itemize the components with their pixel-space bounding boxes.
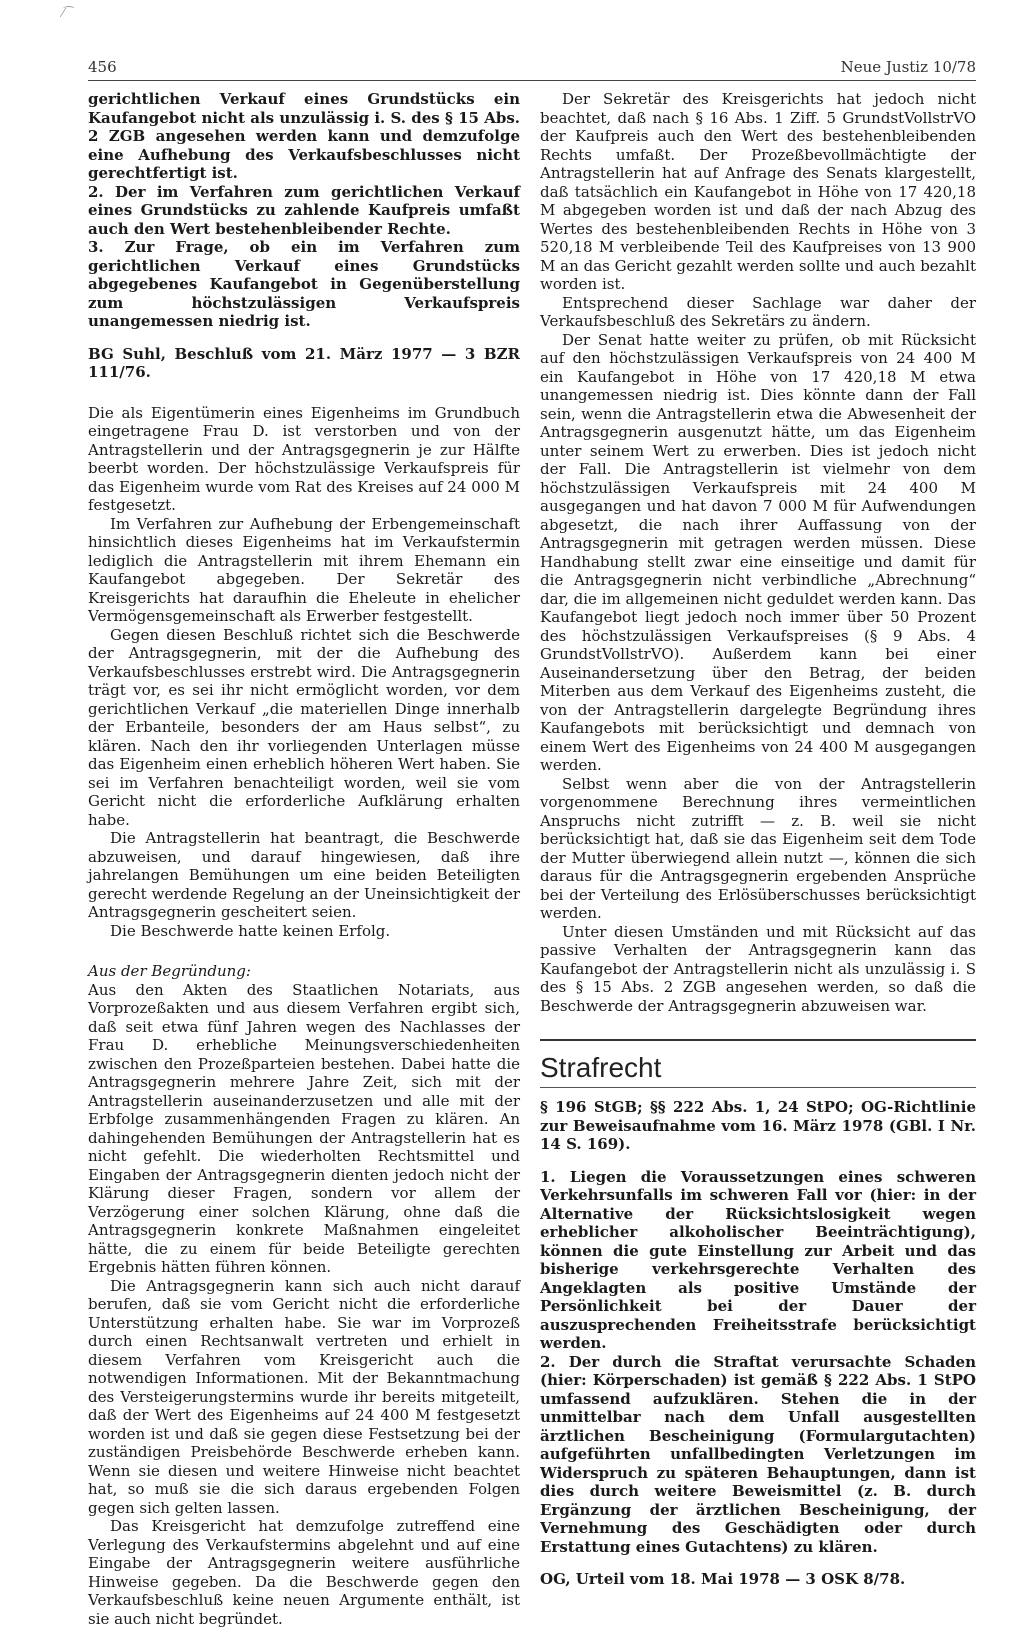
paragraph: Die Antragsgegnerin kann sich auch nicht darauf berufen, daß sie vom Gericht nicht die erforderliche Unterstützung erhalten habe. Sie war im Vorprozeß durch einen Rechtsanwalt vertreten und erhielt in diesem Verfahren vom Kreisgericht auch die notwendigen Informationen. Mit der Bekanntmachung des Versteigerungstermins wurde ihr bereits mitgeteilt, daß der Wert des Eigenheims auf 24 400 M festgesetzt worden ist und daß sie gegen diese Festsetzung bei der zuständigen Preisbehörde Beschwerde erheben kann. Wenn sie diesen und weitere Hinweise nicht beachtet hat, so muß sie die sich daraus ergebenden Folgen gegen sich gelten lassen.: [88, 1276, 520, 1517]
paragraph: Unter diesen Umständen und mit Rücksicht auf das passive Verhalten der Antragsgegnerin kann das Kaufangebot der Antragstellerin nicht als unzulässig i. S des § 15 Abs. 2 ZGB angesehen werden, so daß die Beschwerde der Antragsgegnerin abzuweisen war.: [540, 922, 976, 1015]
paragraph: Aus den Akten des Staatlichen Notariats, aus Vorprozeßakten und aus diesem Verfahren ergibt sich, daß seit etwa fünf Jahren wegen des Nachlasses der Frau D. erhebliche Meinungsverschiedenheiten zwischen den Prozeßparteien bestehen. Dabei hatte die Antragsgegnerin mehrere Jahre Zeit, sich mit der Antragstellerin auseinanderzusetzen und alle mit der Erbfolge zusammenhängenden Fragen zu klären. An dahingehenden Bemühungen der Antragstellerin hat es nicht gefehlt. Die wiederholten Rechtsmittel und Eingaben der Antragsgegnerin dienten jedoch nicht der Klärung dieser Fragen, sondern vor allem der Verzögerung einer solchen Klärung, ohne daß die Antragsgegnerin konkrete Maßnahmen eingeleitet hätte, die zu einem für beide Beteiligte gerechten Ergebnis hätten führen können.: [88, 980, 520, 1276]
court-citation: BG Suhl, Beschluß vom 21. März 1977 — 3 BZR 111/76.: [88, 344, 520, 381]
paragraph: Die Beschwerde hatte keinen Erfolg.: [110, 921, 391, 940]
court-citation: OG, Urteil vom 18. Mai 1978 — 3 OSK 8/78.: [540, 1570, 906, 1588]
section-rule: [540, 1039, 976, 1041]
paragraph: Entsprechend dieser Sachlage war daher der Verkaufsbeschluß des Sekretärs zu ändern.: [540, 293, 976, 330]
headnote-2: 2. Der im Verfahren zum gerichtlichen Verkauf eines Grundstücks zu zahlende Kaufpreis umfaßt auch den Wert bestehenbleibender Rechte.: [88, 182, 520, 238]
paragraph: Selbst wenn aber die von der Antragstellerin vorgenommene Berechnung ihres vermeintlichen Anspruchs nicht zutrifft — z. B. weil sie nicht berücksichtigt hat, daß sie das Eigenheim seit dem Tode der Mutter überwiegend allein nutzt —, können die sich daraus für die Antragsgegnerin ergebenden Ansprüche bei der Verteilung des Erlösüberschusses berücksichtigt werden.: [540, 774, 976, 922]
norms-line: § 196 StGB; §§ 222 Abs. 1, 24 StPO; OG-Richtlinie zur Beweisaufnahme vom 16. März 1978 (GBl. I Nr. 14 S. 169).: [540, 1098, 976, 1153]
paragraph: Der Senat hatte weiter zu prüfen, ob mit Rücksicht auf den höchstzulässigen Verkaufspreis von 24 400 M ein Kaufangebot in Höhe von 17 420,18 M etwa unangemessen niedrig ist. Dies könnte dann der Fall sein, wenn die Antragstellerin etwa die Abwesenheit der Antragsgegnerin ausgenutzt hätte, um das Eigenheim unter seinem Wert zu erwerben. Dies ist jedoch nicht der Fall. Die Antragstellerin ist vielmehr von dem höchstzulässigen Verkaufspreis mit 24 400 M ausgegangen und hat davon 7 000 M für Aufwendungen abgesetzt, die nach ihrer Auffassung von der Antragsgegnerin mit getragen werden müssen. Diese Handhabung stellt zwar eine einseitige und damit für die Antragsgegnerin nicht verbindliche „Abrechnung“ dar, die im allgemeinen nicht geduldet werden kann. Das Kaufangebot liegt jedoch noch immer über 50 Prozent des höchstzulässigen Verkaufspreises (§ 9 Abs. 4 GrundstVollstrVO). Außerdem kann bei einer Auseinandersetzung über den Betrag, der beiden Miterben aus dem Verkauf des Eigenheims zusteht, die von der Antragstellerin dargelegte Begründung ihres Kaufangebots mit berücksichtigt und demnach von einem Wert des Eigenheims von 24 400 M ausgegangen werden.: [540, 330, 976, 774]
margin-mark: ⁄⁀: [62, 6, 74, 20]
right-column: [540, 90, 976, 1589]
headnote-2: 2. Der durch die Straftat verursachte Schaden (hier: Körperschaden) ist gemäß § 222 Abs. 1 StPO umfassend aufzuklären. Stehen die in der unmittelbar nach dem Unfall ausgestellten ärztlichen Bescheinigung (Formulargutachten) aufgeführten unfallbedingten Verletzungen im Widerspruch zu späteren Behauptungen, dann ist dies durch weitere Beweismittel (z. B. durch Ergänzung der ärztlichen Bescheinigung, der Vernehmung des Geschädigten oder durch Erstattung eines Gutachtens) zu klären.: [540, 1352, 976, 1556]
running-header: [88, 58, 976, 80]
headnote-3: 3. Zur Frage, ob ein im Verfahren zum gerichtlichen Verkauf eines Grundstücks abgegebenes Kaufangebot in Gegenüberstellung zum höchstzulässigen Verkaufspreis unangemessen niedrig ist.: [88, 238, 520, 330]
paragraph: Gegen diesen Beschluß richtet sich die Beschwerde der Antragsgegnerin, mit der die Aufhebung des Verkaufsbeschlusses erstrebt wird. Die Antragsgegnerin trägt vor, es sei ihr nicht ermöglicht worden, vor dem gerichtlichen Verkauf „die materiellen Dinge innerhalb der Erbanteile, besonders der am Haus selbst“, zu klären. Nach den ihr vorliegenden Unterlagen müsse das Eigenheim einen erheblich höheren Wert haben. Sie sei im Verfahren benachteiligt worden, weil sie vom Gericht nicht die erforderliche Aufklärung erhalten habe.: [88, 625, 520, 829]
paragraph: Der Sekretär des Kreisgerichts hat jedoch nicht beachtet, daß nach § 16 Abs. 1 Ziff. 5 GrundstVollstrVO der Kaufpreis auch den Wert des bestehenbleibenden Rechts umfaßt. Der Prozeßbevollmächtigte der Antragstellerin hat auf Anfrage des Senats klargestellt, daß tatsächlich ein Kaufangebot in Höhe von 17 420,18 M abgegeben worden ist und daß der nach Abzug des Wertes des bestehenbleibenden Rechts in Höhe von 3 520,18 M verbleibende Teil des Kaufpreises von 13 900 M an das Gericht gezahlt werden sollte und auch bezahlt worden ist.: [540, 90, 976, 293]
reasons-heading: Aus der Begründung:: [88, 962, 251, 980]
page-number: 456: [88, 58, 117, 76]
paragraph: Die Antragstellerin hat beantragt, die Beschwerde abzuweisen, und darauf hingewiesen, daß ihre jahrelangen Bemühungen um eine beiden Beteiligten gerecht werdende Regelung an der Uneinsichtigkeit der Antragsgegnerin gescheitert seien.: [88, 829, 520, 921]
headnote-1: 1. Liegen die Voraussetzungen eines schweren Verkehrsunfalls im schweren Fall vor (hier: in der Alternative der Rücksichtslosigkeit wegen erheblicher alkoholischer Beeinträchtigung), können die gute Einstellung zur Arbeit und das bisherige verkehrsgerechte Verhalten des Angeklagten als positive Umstände der Persönlichkeit bei der Dauer der auszusprechenden Freiheitsstrafe berücksichtigt werden.: [540, 1167, 976, 1352]
left-column: [88, 90, 520, 1628]
section-title: Strafrecht: [540, 1052, 662, 1083]
paragraph: Die als Eigentümerin eines Eigenheims im Grundbuch eingetragene Frau D. ist verstorben und von der Antragstellerin und der Antragsgegnerin je zur Hälfte beerbt worden. Der höchstzulässige Verkaufspreis für das Eigenheim wurde vom Rat des Kreises auf 24 000 M festgesetzt.: [88, 403, 520, 514]
paragraph: Das Kreisgericht hat demzufolge zutreffend eine Verlegung des Verkaufstermins abgelehnt und auf eine Eingabe der Antragsgegnerin weitere ausführliche Hinweise gegeben. Da die Beschwerde gegen den Verkaufsbeschluß keine neuen Argumente enthält, ist sie auch nicht begründet.: [88, 1517, 520, 1628]
paragraph: Im Verfahren zur Aufhebung der Erbengemeinschaft hinsichtlich dieses Eigenheims hat im Verkaufstermin lediglich die Antragstellerin mit ihrem Ehemann ein Kaufangebot abgegeben. Der Sekretär des Kreisgerichts hat daraufhin die Eheleute in ehelicher Vermögensgemeinschaft als Erwerber festgestellt.: [88, 514, 520, 625]
section-rule: [540, 1087, 976, 1088]
journal-issue: Neue Justiz 10/78: [840, 58, 976, 76]
headnote-1: gerichtlichen Verkauf eines Grundstücks ein Kaufangebot nicht als unzulässig i. S. des § 15 Abs. 2 ZGB angesehen werden kann und demzufolge eine Aufhebung des Verkaufsbeschlusses nicht gerechtfertigt ist.: [88, 90, 520, 182]
header-rule: [88, 80, 976, 81]
